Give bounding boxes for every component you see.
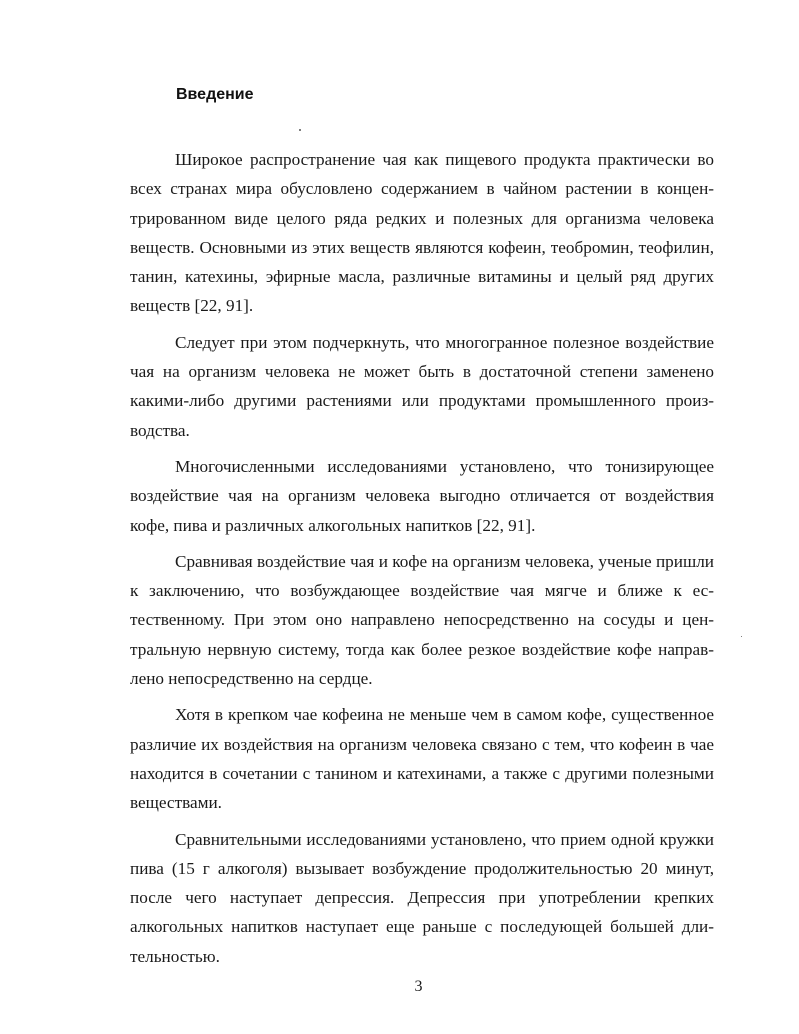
paragraph: Сравнительными исследованиями установлено, что прием одной кружки пива (15 г алкоголя) вызывает возбуждение продолжительностью 20 минут, после чего наступает депрессия. Депрессия при употреблении крепких алкогольных напитков наступает еще раньше с последующей большей длительностью.: [130, 829, 714, 966]
paragraph: Следует при этом подчеркнуть, что многогранное полезное воздействие чая на организм человека не может быть в достаточной степени заменено какими-либо другими растениями или продуктами промышленного производства.: [130, 332, 714, 440]
scan-speck: [741, 636, 742, 637]
paragraph: Широкое распространение чая как пищевого продукта практически во всех странах мира обусловлено содержанием в чайном растении в концентрированном виде целого ряда редких и полезных для организма человека веществ. Основными из этих веществ являются кофеин, теобромин, теофилин, танин, катехины, эфирные масла, различные витамины и целый ряд других веществ [22, 91].: [130, 150, 714, 316]
scan-speck: [299, 129, 301, 131]
paragraph: Многочисленными исследованиями установлено, что тонизирующее воздействие чая на организм человека выгодно отличается от воздействия кофе, пива и различных алкогольных напитков [22, 91].: [130, 456, 714, 535]
body-text: [130, 145, 714, 971]
paragraph: Хотя в крепком чае кофеина не меньше чем в самом кофе, существенное различие их воздействия на организм человека связано с тем, что кофеин в чае находится в сочетании с танином и катехинами, а также с другими полезными веществами.: [130, 705, 714, 813]
paragraph: Сравнивая воздействие чая и кофе на организм человека, ученые пришли к заключению, что возбуждающее воздействие чая мягче и ближе к естественному. При этом оно направлено непосредственно на сосуды и центральную нервную систему, тогда как более резкое воздействие кофе направлено непосредственно на сердце.: [130, 551, 714, 689]
page-number: 3: [414, 978, 423, 995]
page-title: Введение: [176, 86, 254, 103]
